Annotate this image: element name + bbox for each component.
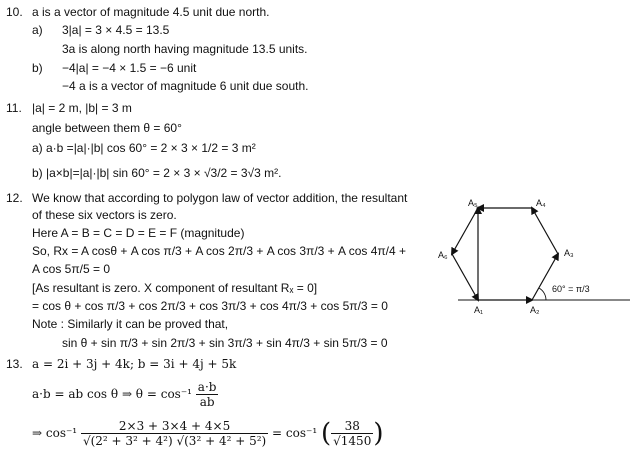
q13-line3-arrow: ⇒ cos⁻¹ [32,426,78,440]
q10-part-a-line2: 3a is along north having magnitude 13.5 units. [62,42,308,56]
right-paren: ) [373,418,384,449]
question-number-12: 12. [6,191,23,205]
q10-statement: a is a vector of magnitude 4.5 unit due north. [32,5,270,19]
q12-line1: We know that according to polygon law of vector addition, the resultant [32,191,408,205]
q13-line2-fraction [196,380,219,409]
question-number-13: 13. [6,357,23,371]
q13-line3-result-fraction [331,419,373,448]
q12-line6: [As resultant is zero. X component of resultant Rₓ = 0] [32,281,318,295]
q13-line3-numerator: 2×3 + 3×4 + 4×5 [81,419,268,434]
label-a6: A₆ [438,250,448,260]
q11-part-a: a) a·b =|a|·|b| cos 60° = 2 × 3 × 1/2 = 3 m² [32,141,256,155]
question-number-10: 10. [6,5,23,19]
q13-line3-result-denominator: √1450 [333,434,372,448]
q13-line3-fraction [81,419,268,448]
q13-line1: a = 2i + 3j + 4k; b = 3i + 4j + 5k [32,357,237,371]
q12-line7: = cos θ + cos π/3 + cos 2π/3 + cos 3π/3 + cos 4π/3 + cos 5π/3 = 0 [32,299,388,313]
q13-line3-denominator: √(2² + 3² + 4²) √(3² + 4² + 5²) [82,434,267,448]
vector-a6-a1 [452,254,478,300]
q12-line8: Note : Similarly it can be proved that, [32,317,229,331]
vector-hexagon-diagram [438,196,633,318]
q11-statement: |a| = 2 m, |b| = 3 m [32,101,132,115]
q13-line3 [32,416,383,450]
q10-part-a-label: a) [32,23,43,37]
q12-line9: sin θ + sin π/3 + sin 2π/3 + sin 3π/3 + sin 4π/3 + sin 5π/3 = 0 [62,336,388,350]
label-a5: A₅ [468,198,478,208]
label-a4: A₄ [536,198,546,208]
q12-line2: of these six vectors is zero. [32,208,177,222]
question-number-11: 11. [6,101,22,115]
label-a2: A₂ [530,305,540,315]
label-a1: A₁ [474,305,484,315]
angle-arc [539,288,546,300]
q11-part-b: b) |a×b|=|a|·|b| sin 60° = 2 × 3 × √3/2 = 3√3 m². [32,166,282,180]
label-a3: A₃ [564,248,574,258]
q13-line2 [32,379,218,409]
angle-label: 60° = π/3 [552,284,590,294]
q10-part-a-line1: 3|a| = 3 × 4.5 = 13.5 [62,23,170,37]
q10-part-b-label: b) [32,61,43,75]
q11-angle: angle between them θ = 60° [32,121,182,135]
q12-line3: Here A = B = C = D = E = F (magnitude) [32,226,245,240]
vector-a3-a4 [532,208,558,254]
q13-line2-left: a·b = ab cos θ ⇒ θ = cos⁻¹ [32,387,192,401]
q10-part-b-line2: −4 a is a vector of magnitude 6 unit due south. [62,79,309,93]
left-paren: ( [320,418,332,449]
q12-line5: A cos 5π/5 = 0 [32,262,110,276]
q10-part-b-line1: −4|a| = −4 × 1.5 = −6 unit [62,61,197,75]
q13-line2-numerator: a·b [197,380,217,394]
q13-line3-result-numerator: 38 [331,419,373,434]
q13-line3-equals: = cos⁻¹ [272,426,318,440]
q12-line4: So, Rx = A cosθ + A cos π/3 + A cos 2π/3 + A cos 3π/3 + A cos 4π/4 + [32,244,406,258]
vector-a5-a6 [452,208,478,254]
q13-line2-denominator: ab [199,395,215,409]
